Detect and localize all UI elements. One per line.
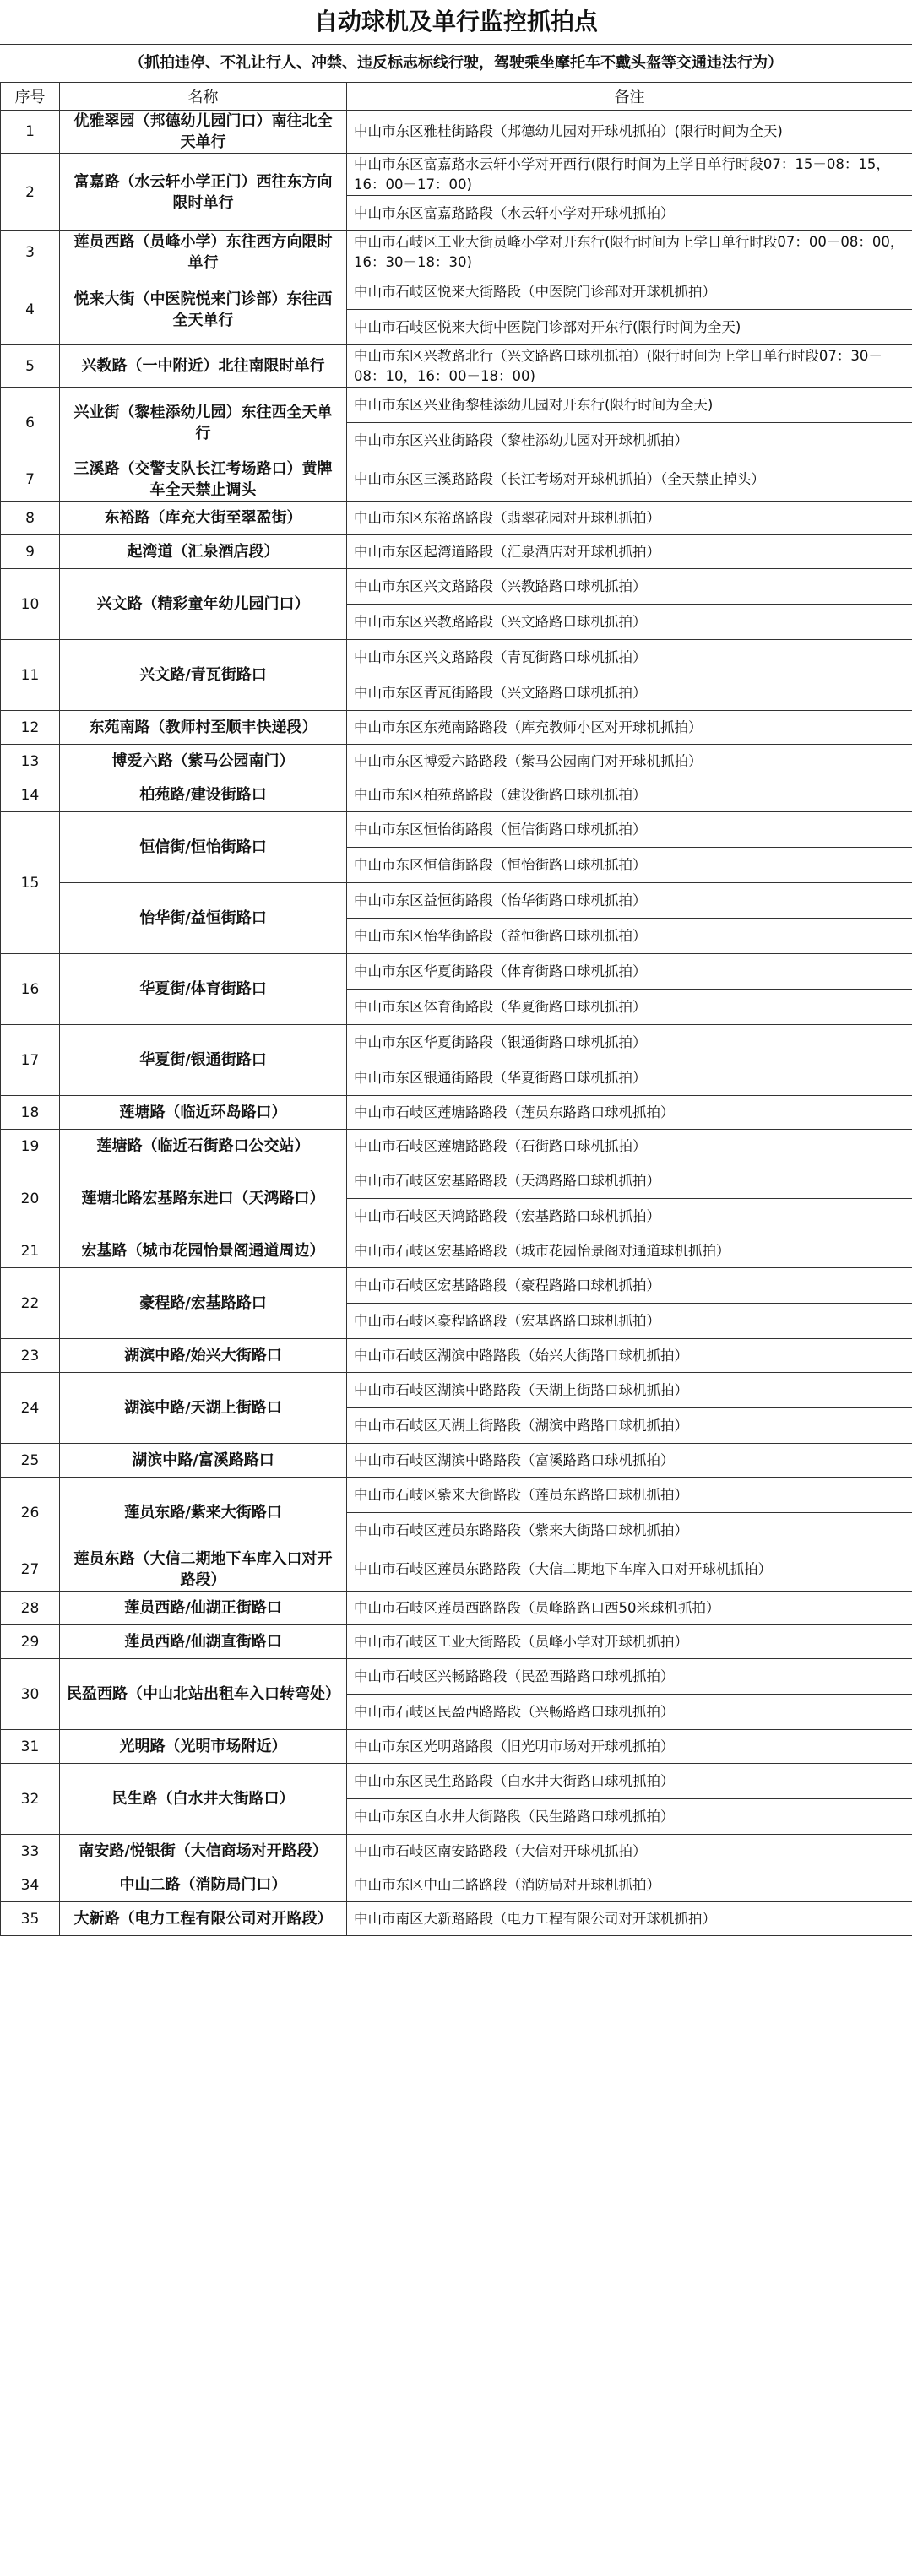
row-name: 兴文路/青瓦街路口: [60, 640, 347, 711]
row-name: 莲塘北路宏基路东进口（天鸿路口）: [60, 1163, 347, 1234]
row-seq: 19: [1, 1130, 60, 1163]
row-name: 兴教路（一中附近）北往南限时单行: [60, 345, 347, 388]
table-row: [1, 778, 912, 812]
table-row: [1, 345, 912, 388]
row-name: 富嘉路（水云轩小学正门）西往东方向限时单行: [60, 154, 347, 231]
row-name: 湖滨中路/富溪路路口: [60, 1444, 347, 1478]
table-row: [1, 1096, 912, 1130]
table-row: [1, 812, 912, 848]
row-note: 中山市石岐区南安路路段（大信对开球机抓拍）: [347, 1835, 912, 1868]
table-row: [1, 231, 912, 274]
row-note: 中山市东区恒信街路段（恒怡街路口球机抓拍）: [347, 848, 912, 883]
table-row: [1, 458, 912, 502]
table-row: [1, 1478, 912, 1513]
row-note: 中山市东区起湾道路段（汇泉酒店对开球机抓拍）: [347, 535, 912, 569]
row-seq: 26: [1, 1478, 60, 1548]
table-row: [1, 640, 912, 675]
row-note: 中山市石岐区莲员西路路段（员峰路路口西50米球机抓拍）: [347, 1592, 912, 1625]
row-note: 中山市东区兴文路路段（兴教路路口球机抓拍）: [347, 569, 912, 605]
row-note: 中山市东区兴业街黎桂添幼儿园对开东行(限行时间为全天): [347, 388, 912, 423]
row-note: 中山市石岐区莲塘路路段（石街路口球机抓拍）: [347, 1130, 912, 1163]
row-note: 中山市石岐区莲员东路路段（紫来大街路口球机抓拍）: [347, 1513, 912, 1548]
row-seq: 14: [1, 778, 60, 812]
row-note: 中山市东区白水井大街路段（民生路路口球机抓拍）: [347, 1799, 912, 1835]
table-row: [1, 1373, 912, 1408]
row-note: 中山市石岐区豪程路路段（宏基路路口球机抓拍）: [347, 1304, 912, 1339]
row-seq: 29: [1, 1625, 60, 1659]
row-name: 莲员东路/紫来大街路口: [60, 1478, 347, 1548]
row-name: 大新路（电力工程有限公司对开路段）: [60, 1902, 347, 1936]
row-note: 中山市东区柏苑路路段（建设街路口球机抓拍）: [347, 778, 912, 812]
row-note: 中山市东区怡华街路段（益恒街路口球机抓拍）: [347, 919, 912, 954]
row-note: 中山市东区雅桂街路段（邦德幼儿园对开球机抓拍）(限行时间为全天): [347, 111, 912, 154]
table-row: [1, 1444, 912, 1478]
table-row: [1, 1025, 912, 1060]
row-seq: 1: [1, 111, 60, 154]
row-seq: 33: [1, 1835, 60, 1868]
row-note: 中山市石岐区民盈西路路段（兴畅路路口球机抓拍）: [347, 1695, 912, 1730]
row-note: 中山市东区富嘉路路段（水云轩小学对开球机抓拍）: [347, 196, 912, 231]
row-note: 中山市石岐区工业大街员峰小学对开东行(限行时间为上学日单行时段07：00－08：00，16：30－18：30): [347, 231, 912, 274]
row-name: 东裕路（库充大街至翠盈街）: [60, 502, 347, 535]
row-name: 兴业街（黎桂添幼儿园）东往西全天单行: [60, 388, 347, 458]
row-note: 中山市石岐区莲员东路路段（大信二期地下车库入口对开球机抓拍）: [347, 1548, 912, 1592]
table-body: [1, 111, 912, 1936]
row-note: 中山市石岐区悦来大街路段（中医院门诊部对开球机抓拍）: [347, 274, 912, 310]
row-name: 莲员西路/仙湖直街路口: [60, 1625, 347, 1659]
table-row: [1, 274, 912, 310]
row-seq: 4: [1, 274, 60, 345]
row-name: 悦来大街（中医院悦来门诊部）东往西全天单行: [60, 274, 347, 345]
row-name: 中山二路（消防局门口）: [60, 1868, 347, 1902]
row-name: 优雅翠园（邦德幼儿园门口）南往北全天单行: [60, 111, 347, 154]
table-row: [1, 1902, 912, 1936]
row-note: 中山市石岐区宏基路路段（城市花园怡景阁对通道球机抓拍）: [347, 1234, 912, 1268]
table-row: [1, 745, 912, 778]
table-row: [1, 711, 912, 745]
row-name: 莲塘路（临近石街路口公交站）: [60, 1130, 347, 1163]
row-seq: 11: [1, 640, 60, 711]
row-name: 莲员西路/仙湖正街路口: [60, 1592, 347, 1625]
row-name: 湖滨中路/天湖上街路口: [60, 1373, 347, 1444]
row-note: 中山市东区三溪路路段（长江考场对开球机抓拍）（全天禁止掉头）: [347, 458, 912, 502]
table-row: [1, 1835, 912, 1868]
row-seq: 8: [1, 502, 60, 535]
row-name: 博爱六路（紫马公园南门）: [60, 745, 347, 778]
row-seq: 20: [1, 1163, 60, 1234]
page-title: 自动球机及单行监控抓拍点: [313, 8, 598, 35]
row-note: 中山市东区兴业街路段（黎桂添幼儿园对开球机抓拍）: [347, 423, 912, 458]
row-seq: 34: [1, 1868, 60, 1902]
row-note: 中山市石岐区莲塘路路段（莲员东路路口球机抓拍）: [347, 1096, 912, 1130]
row-note: 中山市东区中山二路路段（消防局对开球机抓拍）: [347, 1868, 912, 1902]
row-note: 中山市东区银通街路段（华夏街路口球机抓拍）: [347, 1060, 912, 1096]
row-seq: 6: [1, 388, 60, 458]
row-note: 中山市东区恒怡街路段（恒信街路口球机抓拍）: [347, 812, 912, 848]
row-note: 中山市石岐区工业大街路段（员峰小学对开球机抓拍）: [347, 1625, 912, 1659]
row-note: 中山市石岐区湖滨中路路段（富溪路路口球机抓拍）: [347, 1444, 912, 1478]
row-note: 中山市东区富嘉路水云轩小学对开西行(限行时间为上学日单行时段07：15－08：15，16：00－17：00): [347, 154, 912, 196]
table-row: [1, 1130, 912, 1163]
row-seq: 15: [1, 812, 60, 954]
row-name: 宏基路（城市花园怡景阁通道周边）: [60, 1234, 347, 1268]
row-seq: 18: [1, 1096, 60, 1130]
table-row: [1, 154, 912, 196]
row-note: 中山市东区东裕路路段（翡翠花园对开球机抓拍）: [347, 502, 912, 535]
row-name: 兴文路（精彩童年幼儿园门口）: [60, 569, 347, 640]
row-note: 中山市东区兴教路北行（兴文路路口球机抓拍）(限行时间为上学日单行时段07：30－08：10，16：00－18：00): [347, 345, 912, 388]
row-note: 中山市东区华夏街路段（银通街路口球机抓拍）: [347, 1025, 912, 1060]
row-name: 民生路（白水井大街路口）: [60, 1764, 347, 1835]
row-seq: 10: [1, 569, 60, 640]
row-seq: 27: [1, 1548, 60, 1592]
header-name: 名称: [60, 83, 347, 111]
row-note: 中山市东区体育街路段（华夏街路口球机抓拍）: [347, 990, 912, 1025]
row-name: 三溪路（交警支队长江考场路口）黄牌车全天禁止调头: [60, 458, 347, 502]
table-row: [1, 1868, 912, 1902]
row-note: 中山市石岐区宏基路路段（天鸿路路口球机抓拍）: [347, 1163, 912, 1199]
row-seq: 28: [1, 1592, 60, 1625]
table-row: [1, 388, 912, 423]
page-subtitle: （抓拍违停、不礼让行人、冲禁、违反标志标线行驶，驾驶乘坐摩托车不戴头盔等交通违法行为）: [0, 44, 912, 82]
row-name: 华夏街/体育街路口: [60, 954, 347, 1025]
row-note: 中山市石岐区宏基路路段（豪程路路口球机抓拍）: [347, 1268, 912, 1304]
row-seq: 16: [1, 954, 60, 1025]
row-note: 中山市东区华夏街路段（体育街路口球机抓拍）: [347, 954, 912, 990]
row-name: 湖滨中路/始兴大街路口: [60, 1339, 347, 1373]
table-row: [1, 1548, 912, 1592]
row-note: 中山市东区兴文路路段（青瓦街路口球机抓拍）: [347, 640, 912, 675]
table-row: [1, 1234, 912, 1268]
row-name: 恒信街/恒怡街路口: [60, 812, 347, 883]
table-row: [1, 111, 912, 154]
row-note: 中山市东区民生路路段（白水井大街路口球机抓拍）: [347, 1764, 912, 1799]
table-row: [1, 502, 912, 535]
row-note: 中山市东区青瓦街路段（兴文路路口球机抓拍）: [347, 675, 912, 711]
row-note: 中山市石岐区湖滨中路路段（天湖上街路口球机抓拍）: [347, 1373, 912, 1408]
row-seq: 31: [1, 1730, 60, 1764]
table-header-row: [1, 83, 912, 111]
table-row: [1, 535, 912, 569]
table-row: [1, 569, 912, 605]
header-seq: 序号: [1, 83, 60, 111]
row-seq: 21: [1, 1234, 60, 1268]
table-row: [1, 954, 912, 990]
row-note: 中山市石岐区湖滨中路路段（始兴大街路口球机抓拍）: [347, 1339, 912, 1373]
table-row: [1, 1730, 912, 1764]
table-row: [1, 1625, 912, 1659]
header-note: 备注: [347, 83, 912, 111]
table-row: [1, 1268, 912, 1304]
table-row: [1, 1592, 912, 1625]
row-seq: 7: [1, 458, 60, 502]
row-name: 起湾道（汇泉酒店段）: [60, 535, 347, 569]
row-seq: 24: [1, 1373, 60, 1444]
row-name: 柏苑路/建设街路口: [60, 778, 347, 812]
row-seq: 9: [1, 535, 60, 569]
row-note: 中山市南区大新路路段（电力工程有限公司对开球机抓拍）: [347, 1902, 912, 1936]
row-name: 华夏街/银通街路口: [60, 1025, 347, 1096]
row-note: 中山市石岐区兴畅路路段（民盈西路路口球机抓拍）: [347, 1659, 912, 1695]
row-note: 中山市石岐区天湖上街路段（湖滨中路路口球机抓拍）: [347, 1408, 912, 1444]
row-seq: 30: [1, 1659, 60, 1730]
row-note: 中山市石岐区紫来大街路段（莲员东路路口球机抓拍）: [347, 1478, 912, 1513]
row-note: 中山市东区光明路路段（旧光明市场对开球机抓拍）: [347, 1730, 912, 1764]
monitor-table: [0, 82, 912, 1936]
row-note: 中山市东区益恒街路段（怡华街路口球机抓拍）: [347, 883, 912, 919]
row-seq: 35: [1, 1902, 60, 1936]
row-name: 莲员东路（大信二期地下车库入口对开路段）: [60, 1548, 347, 1592]
row-note: 中山市东区博爱六路路段（紫马公园南门对开球机抓拍）: [347, 745, 912, 778]
row-note: 中山市东区东苑南路路段（库充教师小区对开球机抓拍）: [347, 711, 912, 745]
row-seq: 13: [1, 745, 60, 778]
row-name: 莲员西路（员峰小学）东往西方向限时单行: [60, 231, 347, 274]
table-row: [1, 1659, 912, 1695]
row-seq: 22: [1, 1268, 60, 1339]
row-seq: 12: [1, 711, 60, 745]
row-note: 中山市石岐区悦来大街中医院门诊部对开东行(限行时间为全天): [347, 310, 912, 345]
row-seq: 3: [1, 231, 60, 274]
row-seq: 17: [1, 1025, 60, 1096]
row-name: 莲塘路（临近环岛路口）: [60, 1096, 347, 1130]
row-name: 民盈西路（中山北站出租车入口转弯处）: [60, 1659, 347, 1730]
table-row: [1, 883, 912, 919]
row-seq: 25: [1, 1444, 60, 1478]
row-note: 中山市东区兴教路路段（兴文路路口球机抓拍）: [347, 605, 912, 640]
row-name: 豪程路/宏基路路口: [60, 1268, 347, 1339]
row-name: 东苑南路（教师村至顺丰快递段）: [60, 711, 347, 745]
row-seq: 23: [1, 1339, 60, 1373]
row-seq: 5: [1, 345, 60, 388]
table-row: [1, 1764, 912, 1799]
row-seq: 2: [1, 154, 60, 231]
row-name: 南安路/悦银街（大信商场对开路段）: [60, 1835, 347, 1868]
table-row: [1, 1163, 912, 1199]
table-row: [1, 1339, 912, 1373]
row-seq: 32: [1, 1764, 60, 1835]
row-name: 怡华街/益恒街路口: [60, 883, 347, 954]
row-note: 中山市石岐区天鸿路路段（宏基路路口球机抓拍）: [347, 1199, 912, 1234]
row-name: 光明路（光明市场附近）: [60, 1730, 347, 1764]
